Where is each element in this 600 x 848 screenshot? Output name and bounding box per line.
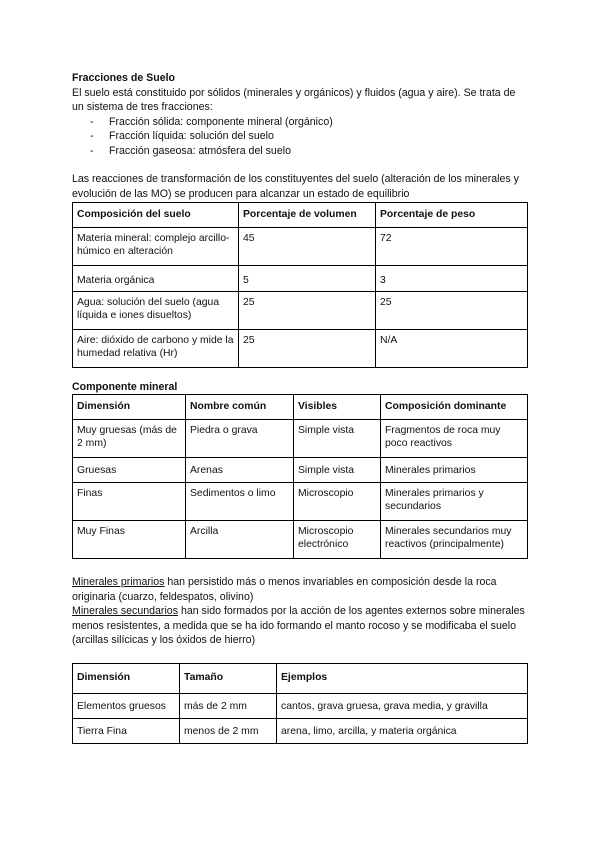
table-cell: 25 <box>239 330 376 368</box>
table-cell: Aire: dióxido de carbono y mide la humedad relativa (Hr) <box>73 330 239 368</box>
table-cell: 25 <box>376 292 528 330</box>
column-header: Composición del suelo <box>73 203 239 228</box>
table-row <box>73 266 528 292</box>
table-row <box>73 330 528 368</box>
table-cell: Piedra o grava <box>186 420 294 458</box>
table-cell: más de 2 mm <box>180 693 277 718</box>
table-cell: Fragmentos de roca muy poco reactivos <box>381 420 528 458</box>
table-cell: cantos, grava gruesa, grava media, y gravilla <box>277 693 528 718</box>
table-row <box>73 693 528 718</box>
table-cell: 25 <box>239 292 376 330</box>
column-header: Dimensión <box>73 395 186 420</box>
table-row <box>73 228 528 266</box>
secondary-minerals-paragraph: Minerales secundarios han sido formados por la acción de los agentes externos sobre minerales menos resistentes, a medida que se ha ido formando el manto rocoso y se modificaba el suelo (arcillas silícicas y los óxidos de hierro) <box>72 605 525 646</box>
list-item: - Fracción líquida: solución del suelo <box>90 130 274 142</box>
document-page <box>72 71 528 744</box>
table-row <box>73 420 528 458</box>
list-item: - Fracción sólida: componente mineral (orgánico) <box>90 115 333 128</box>
table-cell: Gruesas <box>73 458 186 483</box>
table-cell: Simple vista <box>294 458 381 483</box>
list-item: - Fracción gaseosa: atmósfera del suelo <box>90 144 291 157</box>
table-cell: Minerales secundarios muy reactivos (principalmente) <box>381 521 528 559</box>
secondary-minerals-term: Minerales secundarios <box>72 605 178 617</box>
column-header: Nombre común <box>186 395 294 420</box>
mineral-heading: Componente mineral <box>72 381 178 393</box>
section-title: Fracciones de Suelo <box>72 72 176 84</box>
table-cell: Minerales primarios y secundarios <box>381 483 528 521</box>
table-cell: Materia orgánica <box>73 266 239 292</box>
reactions-paragraph: Las reacciones de transformación de los constituyentes del suelo (alteración de los minerales y evolución de las MO) se producen para alcanzar un estado de equilibrio <box>72 173 519 200</box>
table-cell: Microscopio electrónico <box>294 521 381 559</box>
table-cell: Elementos gruesos <box>73 693 180 718</box>
table-cell: 5 <box>239 266 376 292</box>
size-table <box>72 663 528 744</box>
table-cell: Sedimentos o limo <box>186 483 294 521</box>
intro-paragraph: El suelo está constituido por sólidos (minerales y orgánicos) y fluidos (agua y aire). Se trata de un sistema de tres fracciones: <box>72 86 516 113</box>
composition-table <box>72 202 528 368</box>
table-row <box>73 292 528 330</box>
primary-minerals-term: Minerales primarios <box>72 576 165 588</box>
table-cell: 3 <box>376 266 528 292</box>
table-cell: Muy Finas <box>73 521 186 559</box>
bullet-dash: - <box>90 130 94 142</box>
table-cell: menos de 2 mm <box>180 718 277 743</box>
table-cell: Tierra Fina <box>73 718 180 743</box>
column-header: Ejemplos <box>277 663 528 693</box>
table-cell: Simple vista <box>294 420 381 458</box>
table-header-row <box>73 203 528 228</box>
column-header: Composición dominante <box>381 395 528 420</box>
table-cell: 45 <box>239 228 376 266</box>
bullet-dash: - <box>90 115 94 128</box>
table-cell: N/A <box>376 330 528 368</box>
column-header: Porcentaje de peso <box>376 203 528 228</box>
column-header: Tamaño <box>180 663 277 693</box>
mineral-table <box>72 394 528 559</box>
table-cell: arena, limo, arcilla, y materia orgánica <box>277 718 528 743</box>
bullet-dash: - <box>90 144 94 157</box>
table-cell: Agua: solución del suelo (agua líquida e iones disueltos) <box>73 292 239 330</box>
fractions-list <box>72 115 528 159</box>
table-cell: Muy gruesas (más de 2 mm) <box>73 420 186 458</box>
table-row <box>73 521 528 559</box>
table-cell: Arcilla <box>186 521 294 559</box>
table-cell: Finas <box>73 483 186 521</box>
table-cell: Microscopio <box>294 483 381 521</box>
table-row <box>73 483 528 521</box>
table-row <box>73 458 528 483</box>
table-cell: 72 <box>376 228 528 266</box>
column-header: Porcentaje de volumen <box>239 203 376 228</box>
table-cell: Minerales primarios <box>381 458 528 483</box>
table-cell: Arenas <box>186 458 294 483</box>
table-row <box>73 718 528 743</box>
table-cell: Materia mineral: complejo arcillo-húmico en alteración <box>73 228 239 266</box>
table-header-row <box>73 663 528 693</box>
table-header-row <box>73 395 528 420</box>
primary-minerals-paragraph: Minerales primarios han persistido más o menos invariables en composición desde la roca originaria (cuarzo, feldespatos, olivino) <box>72 576 497 603</box>
column-header: Dimensión <box>73 663 180 693</box>
column-header: Visibles <box>294 395 381 420</box>
